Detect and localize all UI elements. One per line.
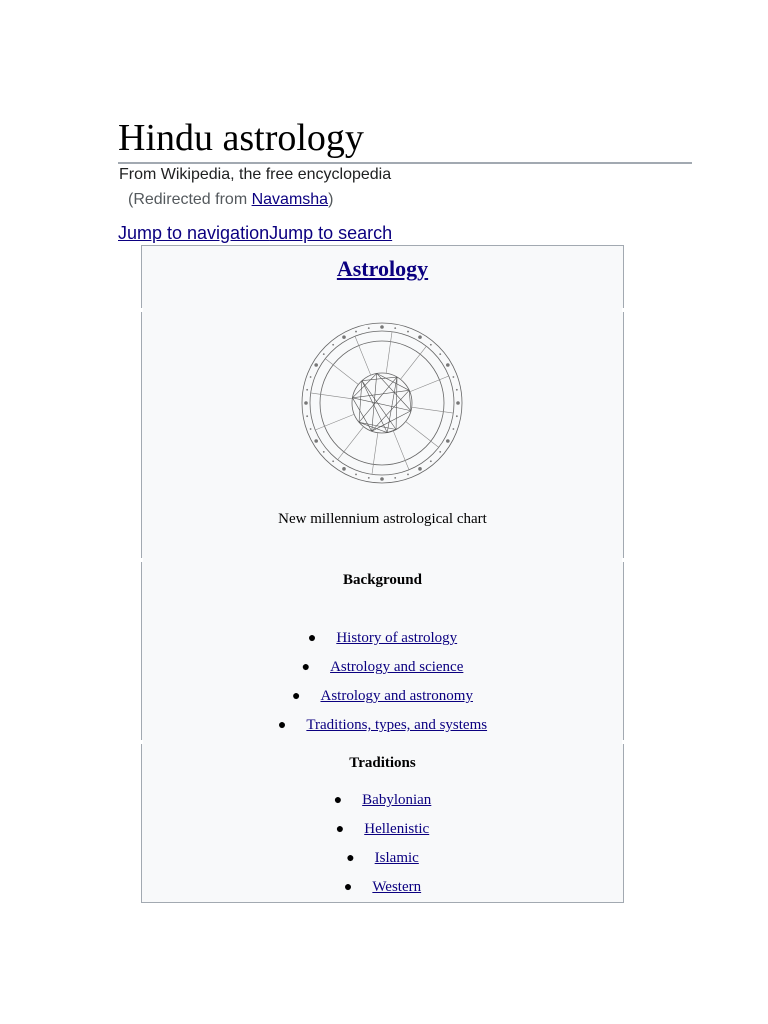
bullet-icon: ● (343, 880, 353, 895)
list-item (142, 686, 623, 715)
bullet-icon: ● (277, 718, 287, 733)
traditions-list (142, 790, 623, 906)
traditions-section-title: Traditions (349, 755, 416, 771)
list-item (142, 790, 623, 819)
infobox (141, 245, 624, 903)
image-caption: New millennium astrological chart (278, 511, 487, 527)
background-section-title: Background (343, 572, 422, 588)
astrology-link[interactable]: Astrology (336, 256, 429, 281)
redirect-source-link[interactable]: Navamsha (251, 191, 329, 208)
redirect-notice (128, 191, 333, 209)
astrology-and-science-link[interactable]: Astrology and science (330, 659, 464, 675)
astrology-and-astronomy-link[interactable]: Astrology and astronomy (320, 688, 473, 704)
list-item (142, 715, 623, 744)
list-item (142, 848, 623, 877)
astrological-chart-icon[interactable] (297, 320, 467, 486)
bullet-icon: ● (301, 660, 311, 675)
site-tagline: From Wikipedia, the free encyclopedia (119, 166, 392, 183)
bullet-icon: ● (307, 631, 317, 646)
jump-links (118, 223, 392, 244)
bullet-icon: ● (346, 851, 355, 866)
infobox-heading (142, 256, 623, 282)
redirect-prefix: (Redirected from (128, 191, 252, 208)
bullet-icon: ● (292, 689, 301, 704)
list-item (142, 819, 623, 848)
bullet-icon: ● (333, 793, 343, 808)
history-of-astrology-link[interactable]: History of astrology (336, 630, 458, 646)
background-list (142, 628, 623, 744)
list-item (142, 877, 623, 906)
hellenistic-link[interactable]: Hellenistic (364, 821, 430, 837)
jump-to-navigation-link[interactable]: Jump to navigation (118, 223, 270, 243)
babylonian-link[interactable]: Babylonian (362, 792, 432, 808)
islamic-link[interactable]: Islamic (374, 850, 419, 866)
page-title: Hindu astrology (118, 114, 692, 164)
list-item (142, 628, 623, 657)
western-link[interactable]: Western (372, 879, 422, 895)
bullet-icon: ● (335, 822, 345, 837)
jump-to-search-link[interactable]: Jump to search (269, 223, 393, 243)
redirect-suffix: ) (328, 191, 334, 208)
list-item (142, 657, 623, 686)
traditions-types-systems-link[interactable]: Traditions, types, and systems (306, 717, 488, 733)
